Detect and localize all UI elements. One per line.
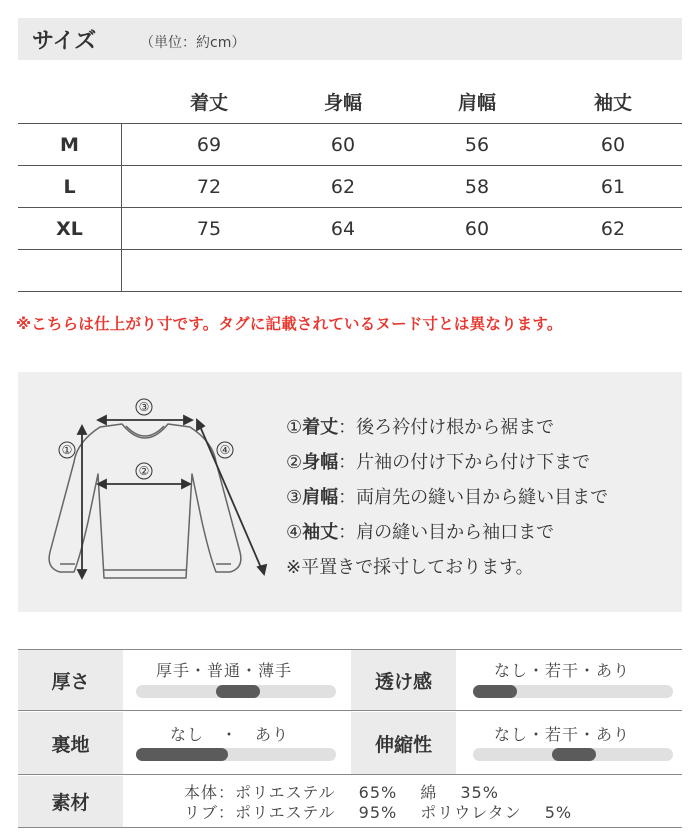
spec-row: [18, 776, 682, 828]
spec-label-thickness: 厚さ: [18, 650, 123, 710]
row-size-label: L: [18, 166, 122, 207]
material-line-body: 本体：ポリエステル 65% 綿 35%: [184, 783, 499, 802]
section-header: [18, 18, 682, 60]
table-row-empty: [18, 250, 682, 292]
marker-3: ③: [138, 400, 150, 414]
col-header-sleeve: 袖丈: [593, 92, 632, 114]
unit-label: （単位：約cm）: [140, 35, 246, 51]
row-size-label: M: [18, 124, 122, 165]
stretch-indicator: [552, 748, 596, 761]
spec-row: [18, 650, 682, 711]
spec-options-sheer: なし・若干・あり: [494, 661, 631, 680]
row-size-label: [18, 250, 122, 291]
header-corner: [18, 80, 122, 123]
spec-table: [18, 649, 682, 827]
legend-item: ①着丈：後ろ衿付け根から裾まで: [286, 417, 555, 438]
disclaimer-note: ※こちらは仕上がり寸です。タグに記載されているヌード寸とは異なります。: [16, 315, 563, 333]
marker-1: ①: [61, 443, 73, 457]
cell-value: 75: [196, 217, 222, 240]
spec-label-sheer: 透け感: [351, 650, 456, 710]
cell-value: 58: [464, 175, 490, 198]
lining-indicator: [136, 748, 228, 761]
col-header-shoulder: 肩幅: [457, 92, 496, 114]
cell-value: 56: [464, 133, 490, 156]
spec-label-lining: 裏地: [18, 712, 123, 774]
marker-2: ②: [138, 464, 150, 478]
legend-footnote: ※平置きで採寸しております。: [286, 557, 534, 578]
thickness-indicator: [216, 685, 260, 698]
spec-row: [18, 712, 682, 775]
cell-value: 61: [600, 175, 626, 198]
sheer-indicator: [473, 685, 517, 698]
spec-options-stretch: なし・若干・あり: [494, 725, 631, 744]
spec-options-thickness: 厚手・普通・薄手: [156, 661, 293, 680]
measurement-legend: [286, 410, 608, 585]
measurement-diagram-panel: [18, 372, 682, 612]
shirt-collar: [126, 426, 164, 436]
legend-item: ②身幅：片袖の付け下から付け下まで: [286, 452, 591, 473]
shirt-outline: [49, 424, 241, 578]
spec-label-material: 素材: [18, 776, 123, 827]
cell-value: 60: [464, 217, 490, 240]
cell-value: 60: [330, 133, 356, 156]
size-table: [18, 80, 682, 292]
material-line-rib: リブ：ポリエステル 95% ポリウレタン 5%: [184, 803, 573, 822]
section-title: サイズ: [32, 29, 97, 54]
spec-label-stretch: 伸縮性: [351, 712, 456, 774]
cell-value: 62: [600, 217, 626, 240]
row-size-label: XL: [18, 208, 122, 249]
shirt-diagram: [18, 372, 278, 612]
cell-value: 69: [196, 133, 222, 156]
legend-item: ④袖丈：肩の縫い目から袖口まで: [286, 522, 555, 543]
table-row: [18, 124, 682, 166]
marker-4: ④: [219, 443, 231, 457]
spec-options-lining: なし ・ あり: [170, 725, 290, 744]
cell-value: 62: [330, 175, 356, 198]
table-row: [18, 208, 682, 250]
table-row: [18, 166, 682, 208]
col-header-width: 身幅: [323, 92, 362, 114]
cell-value: 64: [330, 217, 356, 240]
legend-item: ③肩幅：両肩先の縫い目から縫い目まで: [286, 487, 609, 508]
cell-value: 72: [196, 175, 222, 198]
cell-value: 60: [600, 133, 626, 156]
table-header-row: [18, 80, 682, 124]
col-header-length: 着丈: [189, 92, 228, 114]
